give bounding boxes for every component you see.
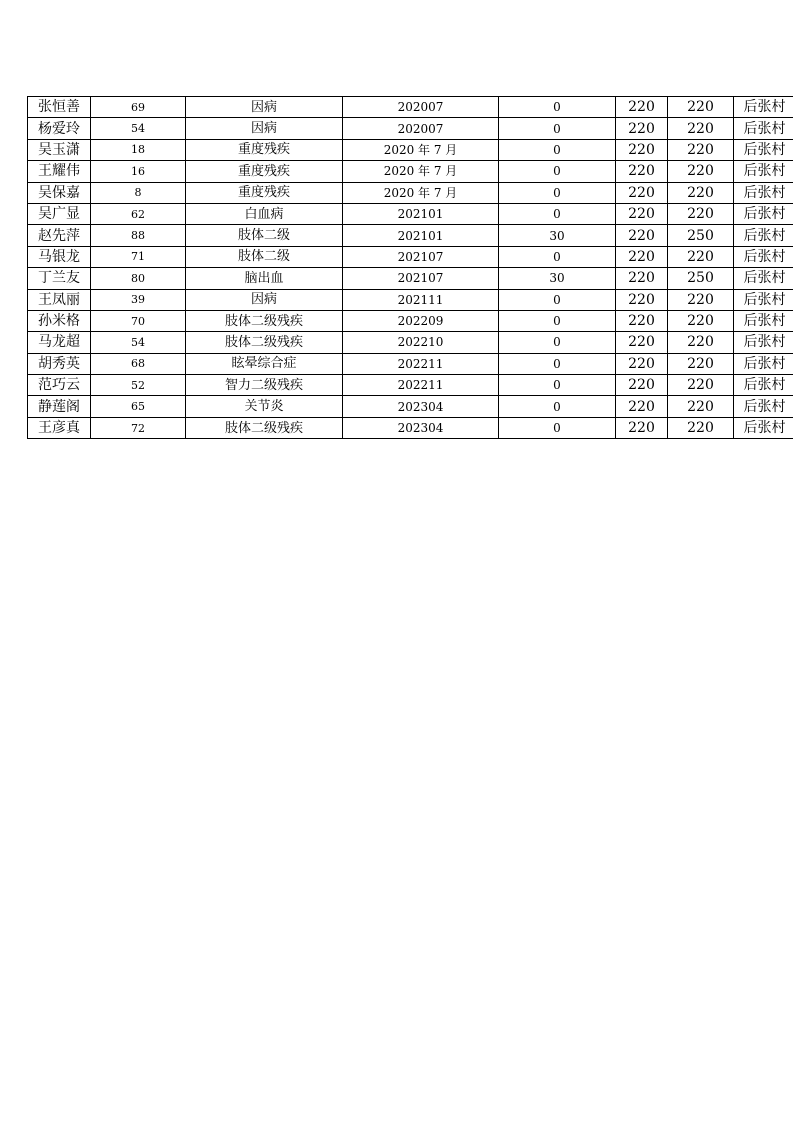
age-cell: 54 [91,118,186,139]
name-cell: 吴广显 [28,203,91,224]
reason-cell: 肢体二级 [186,246,343,267]
reason-cell: 重度残疾 [186,161,343,182]
reason-cell: 肢体二级残疾 [186,332,343,353]
age-cell: 65 [91,396,186,417]
date-cell: 2020 年 7 月 [343,182,499,203]
name-cell: 胡秀英 [28,353,91,374]
extra-amount-cell: 0 [499,118,616,139]
date-cell: 202211 [343,375,499,396]
table-row [28,97,793,118]
age-cell: 69 [91,97,186,118]
date-cell: 202304 [343,396,499,417]
age-cell: 72 [91,417,186,438]
age-cell: 8 [91,182,186,203]
extra-amount-cell: 0 [499,203,616,224]
total-amount-cell: 220 [668,375,734,396]
extra-amount-cell: 0 [499,353,616,374]
village-cell: 后张村 [734,396,793,417]
total-amount-cell: 250 [668,225,734,246]
village-cell: 后张村 [734,268,793,289]
extra-amount-cell: 0 [499,332,616,353]
base-amount-cell: 220 [616,139,668,160]
village-cell: 后张村 [734,139,793,160]
base-amount-cell: 220 [616,353,668,374]
reason-cell: 重度残疾 [186,139,343,160]
name-cell: 范巧云 [28,375,91,396]
base-amount-cell: 220 [616,161,668,182]
extra-amount-cell: 0 [499,182,616,203]
age-cell: 62 [91,203,186,224]
age-cell: 68 [91,353,186,374]
table-row [28,118,793,139]
name-cell: 马银龙 [28,246,91,267]
base-amount-cell: 220 [616,332,668,353]
village-cell: 后张村 [734,203,793,224]
date-cell: 202209 [343,310,499,331]
total-amount-cell: 220 [668,310,734,331]
table-row [28,268,793,289]
reason-cell: 眩晕综合症 [186,353,343,374]
base-amount-cell: 220 [616,268,668,289]
base-amount-cell: 220 [616,396,668,417]
reason-cell: 因病 [186,97,343,118]
base-amount-cell: 220 [616,118,668,139]
name-cell: 静莲阁 [28,396,91,417]
date-cell: 202111 [343,289,499,310]
reason-cell: 脑出血 [186,268,343,289]
date-cell: 2020 年 7 月 [343,139,499,160]
date-cell: 202007 [343,97,499,118]
extra-amount-cell: 0 [499,417,616,438]
date-cell: 202101 [343,203,499,224]
name-cell: 杨爱玲 [28,118,91,139]
extra-amount-cell: 0 [499,246,616,267]
reason-cell: 因病 [186,289,343,310]
name-cell: 王彦真 [28,417,91,438]
village-cell: 后张村 [734,289,793,310]
name-cell: 马龙超 [28,332,91,353]
base-amount-cell: 220 [616,417,668,438]
extra-amount-cell: 0 [499,396,616,417]
total-amount-cell: 220 [668,139,734,160]
village-cell: 后张村 [734,332,793,353]
extra-amount-cell: 0 [499,289,616,310]
extra-amount-cell: 0 [499,97,616,118]
village-cell: 后张村 [734,417,793,438]
village-cell: 后张村 [734,182,793,203]
date-cell: 202210 [343,332,499,353]
reason-cell: 肢体二级残疾 [186,417,343,438]
reason-cell: 因病 [186,118,343,139]
age-cell: 18 [91,139,186,160]
table-row [28,289,793,310]
total-amount-cell: 220 [668,396,734,417]
total-amount-cell: 220 [668,182,734,203]
table-row [28,139,793,160]
total-amount-cell: 220 [668,332,734,353]
base-amount-cell: 220 [616,182,668,203]
table-row [28,246,793,267]
village-cell: 后张村 [734,225,793,246]
name-cell: 吴保嘉 [28,182,91,203]
table-row [28,161,793,182]
village-cell: 后张村 [734,246,793,267]
age-cell: 16 [91,161,186,182]
village-cell: 后张村 [734,97,793,118]
table-row [28,203,793,224]
date-cell: 202107 [343,268,499,289]
base-amount-cell: 220 [616,375,668,396]
extra-amount-cell: 0 [499,375,616,396]
age-cell: 88 [91,225,186,246]
reason-cell: 肢体二级 [186,225,343,246]
reason-cell: 智力二级残疾 [186,375,343,396]
total-amount-cell: 220 [668,161,734,182]
base-amount-cell: 220 [616,97,668,118]
village-cell: 后张村 [734,161,793,182]
name-cell: 吴玉潇 [28,139,91,160]
reason-cell: 肢体二级残疾 [186,310,343,331]
table-row [28,310,793,331]
reason-cell: 白血病 [186,203,343,224]
village-cell: 后张村 [734,353,793,374]
name-cell: 王凤丽 [28,289,91,310]
table-row [28,417,793,438]
table-row [28,375,793,396]
reason-cell: 关节炎 [186,396,343,417]
age-cell: 71 [91,246,186,267]
age-cell: 39 [91,289,186,310]
total-amount-cell: 220 [668,417,734,438]
age-cell: 70 [91,310,186,331]
total-amount-cell: 220 [668,289,734,310]
name-cell: 丁兰友 [28,268,91,289]
village-cell: 后张村 [734,310,793,331]
date-cell: 202007 [343,118,499,139]
base-amount-cell: 220 [616,289,668,310]
date-cell: 202211 [343,353,499,374]
date-cell: 2020 年 7 月 [343,161,499,182]
total-amount-cell: 220 [668,353,734,374]
total-amount-cell: 220 [668,246,734,267]
total-amount-cell: 220 [668,203,734,224]
date-cell: 202107 [343,246,499,267]
total-amount-cell: 250 [668,268,734,289]
date-cell: 202304 [343,417,499,438]
table-row [28,225,793,246]
extra-amount-cell: 0 [499,310,616,331]
village-cell: 后张村 [734,375,793,396]
total-amount-cell: 220 [668,97,734,118]
table-row [28,332,793,353]
village-cell: 后张村 [734,118,793,139]
name-cell: 王耀伟 [28,161,91,182]
base-amount-cell: 220 [616,246,668,267]
base-amount-cell: 220 [616,225,668,246]
age-cell: 52 [91,375,186,396]
age-cell: 54 [91,332,186,353]
extra-amount-cell: 30 [499,268,616,289]
name-cell: 赵先萍 [28,225,91,246]
table-body [28,97,793,439]
reason-cell: 重度残疾 [186,182,343,203]
name-cell: 张恒善 [28,97,91,118]
total-amount-cell: 220 [668,118,734,139]
extra-amount-cell: 0 [499,161,616,182]
extra-amount-cell: 0 [499,139,616,160]
date-cell: 202101 [343,225,499,246]
table-row [28,182,793,203]
recipient-table [27,96,793,439]
age-cell: 80 [91,268,186,289]
base-amount-cell: 220 [616,203,668,224]
table-row [28,353,793,374]
extra-amount-cell: 30 [499,225,616,246]
base-amount-cell: 220 [616,310,668,331]
name-cell: 孙米格 [28,310,91,331]
table-row [28,396,793,417]
